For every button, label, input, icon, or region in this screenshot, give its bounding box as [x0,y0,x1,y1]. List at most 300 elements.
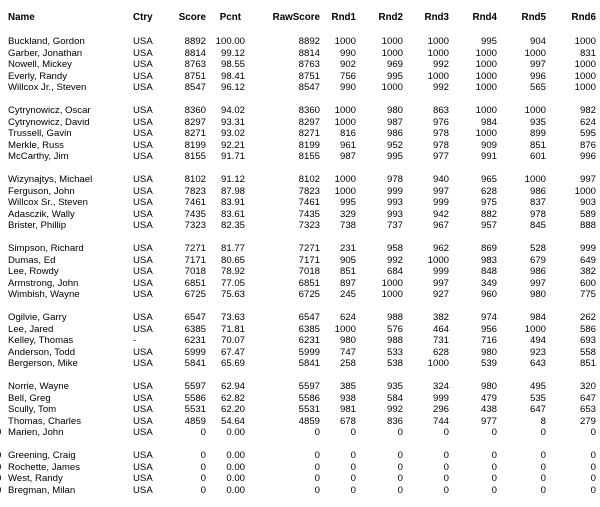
group-spacer [0,232,600,244]
round-1-cell: 245 [339,289,356,300]
round-2-cell: 992 [386,254,403,266]
round-5-cell: 1000 [524,323,546,335]
round-6-cell: 624 [579,116,596,128]
round-2-cell: 836 [386,415,403,427]
round-5-cell: 494 [529,335,546,346]
name-cell: McCarthy, Jim [8,151,69,162]
round-6-cell: 0 [590,461,596,473]
country-cell: USA [133,70,153,82]
round-2-cell: 952 [386,139,403,151]
score-cell: 7018 [184,266,206,277]
round-3-cell: 382 [432,312,449,323]
round-6-cell: 831 [579,47,596,59]
percent-cell: 94.02 [220,105,245,116]
round-1-cell: 258 [339,358,356,369]
round-4-cell: 539 [480,358,497,369]
round-6-cell: 320 [579,381,596,392]
round-1-cell: 1000 [334,174,356,185]
table-row[interactable] [0,186,600,198]
round-3-cell: 1000 [427,254,449,266]
round-5-cell: 0 [540,484,546,496]
table-row[interactable] [0,416,600,428]
round-3-cell: 999 [432,197,449,208]
score-cell: 8547 [184,82,206,93]
round-2-cell: 1000 [381,289,403,300]
percent-cell: 65.69 [220,358,245,369]
raw-score-cell: 0 [314,484,320,496]
country-cell: USA [133,82,153,93]
country-cell: USA [133,151,153,162]
round-3-cell: 962 [432,243,449,254]
country-cell: USA [133,185,153,197]
name-cell: Willcox Sr., Steven [8,197,88,208]
round-5-cell: 8 [540,415,546,427]
header-round-3[interactable]: Rnd3 [424,12,449,23]
percent-cell: 0.00 [226,427,245,438]
round-2-cell: 584 [386,392,403,404]
score-cell: 5999 [184,346,206,358]
round-4-cell: 977 [480,415,497,427]
name-cell: Trussell, Gavin [8,128,72,139]
name-cell: West, Randy [8,473,63,484]
round-4-cell: 716 [480,335,497,346]
name-cell: Anderson, Todd [8,346,76,358]
percent-cell: 0.00 [226,461,245,473]
table-row[interactable] [0,358,600,370]
round-2-cell: 988 [386,312,403,323]
round-4-cell: 980 [480,346,497,358]
table-row[interactable] [0,278,600,290]
percent-cell: 0.00 [226,473,245,484]
country-cell: USA [133,197,153,208]
score-cell: 5586 [184,392,206,404]
score-cell: 8297 [184,116,206,128]
score-cell: 8155 [184,151,206,162]
header-round-5[interactable]: Rnd5 [521,12,546,23]
table-row[interactable] [0,450,600,462]
round-3-cell: 997 [432,185,449,197]
round-2-cell: 986 [386,128,403,139]
raw-score-cell: 7171 [298,254,320,266]
table-row[interactable] [0,243,600,255]
raw-score-cell: 5531 [298,404,320,415]
header-country[interactable]: Ctry [133,12,153,23]
table-row[interactable] [0,128,600,140]
round-3-cell: 0 [443,484,449,496]
round-3-cell: 977 [432,151,449,162]
table-row[interactable] [0,220,600,232]
raw-score-cell: 5586 [298,392,320,404]
round-6-cell: 775 [579,289,596,300]
name-cell: Armstrong, John [8,277,79,289]
round-6-cell: 888 [579,220,596,231]
round-4-cell: 479 [480,392,497,404]
percent-cell: 75.63 [220,289,245,300]
round-6-cell: 1000 [574,59,596,70]
raw-score-cell: 7823 [298,185,320,197]
raw-score-cell: 0 [314,427,320,438]
round-4-cell: 438 [480,404,497,415]
round-6-cell: 595 [579,128,596,139]
raw-score-cell: 6385 [298,323,320,335]
table-row[interactable] [0,48,600,60]
round-2-cell: 576 [386,323,403,335]
round-2-cell: 1000 [381,82,403,93]
name-cell: Simpson, Richard [8,243,84,254]
raw-score-cell: 8102 [298,174,320,185]
name-cell: Thomas, Charles [8,415,82,427]
round-6-cell: 851 [579,358,596,369]
round-5-cell: 923 [529,346,546,358]
country-cell: USA [133,381,153,392]
country-cell: USA [133,36,153,47]
round-1-cell: 747 [339,346,356,358]
country-cell: USA [133,59,153,70]
round-2-cell: 0 [397,461,403,473]
score-cell: 0 [200,473,206,484]
table-row[interactable] [0,71,600,83]
round-4-cell: 1000 [475,128,497,139]
percent-cell: 98.55 [220,59,245,70]
group-spacer [0,163,600,175]
name-cell: Ogilvie, Garry [8,312,67,323]
table-row[interactable] [0,381,600,393]
round-3-cell: 0 [443,427,449,438]
round-4-cell: 1000 [475,70,497,82]
round-4-cell: 974 [480,312,497,323]
table-row[interactable] [0,312,600,324]
header-score[interactable]: Score [178,12,206,23]
percent-cell: 54.64 [220,415,245,427]
raw-score-cell: 6851 [298,277,320,289]
country-cell: USA [133,461,153,473]
header-name[interactable]: Name [8,12,35,23]
round-3-cell: 999 [432,266,449,277]
name-cell: Wimbish, Wayne [8,289,80,300]
country-cell: USA [133,105,153,116]
round-6-cell: 693 [579,335,596,346]
round-2-cell: 993 [386,208,403,220]
raw-score-cell: 6725 [298,289,320,300]
percent-cell: 91.71 [220,151,245,162]
round-3-cell: 1000 [427,70,449,82]
round-6-cell: 0 [590,473,596,484]
score-cell: 0 [200,427,206,438]
round-1-cell: 995 [339,197,356,208]
table-row[interactable] [0,335,600,347]
round-5-cell: 643 [529,358,546,369]
score-cell: 7435 [184,208,206,220]
table-row[interactable] [0,59,600,71]
round-5-cell: 837 [529,197,546,208]
row-lead-cell [0,462,2,474]
round-6-cell: 999 [579,243,596,254]
round-2-cell: 0 [397,450,403,461]
country-cell: USA [133,277,153,289]
round-5-cell: 845 [529,220,546,231]
table-row[interactable] [0,289,600,301]
raw-score-cell: 8271 [298,128,320,139]
round-4-cell: 983 [480,254,497,266]
round-2-cell: 995 [386,70,403,82]
round-4-cell: 0 [491,473,497,484]
row-lead-cell [0,473,2,485]
group-spacer [0,94,600,106]
round-3-cell: 967 [432,220,449,231]
round-3-cell: 744 [432,415,449,427]
round-3-cell: 942 [432,208,449,220]
round-6-cell: 649 [579,254,596,266]
percent-cell: 93.02 [220,128,245,139]
round-5-cell: 647 [529,404,546,415]
name-cell: Everly, Randy [8,70,68,82]
round-6-cell: 903 [579,197,596,208]
round-2-cell: 538 [386,358,403,369]
round-2-cell: 1000 [381,47,403,59]
round-3-cell: 464 [432,323,449,335]
round-5-cell: 0 [540,450,546,461]
round-5-cell: 899 [529,128,546,139]
raw-score-cell: 0 [314,450,320,461]
table-row[interactable] [0,82,600,94]
table-row[interactable] [0,36,600,48]
table-row[interactable] [0,197,600,209]
round-4-cell: 965 [480,174,497,185]
round-4-cell: 0 [491,450,497,461]
raw-score-cell: 8751 [298,70,320,82]
round-3-cell: 992 [432,59,449,70]
country-cell: USA [133,243,153,254]
round-2-cell: 995 [386,151,403,162]
name-cell: Lee, Jared [8,323,54,335]
score-cell: 5597 [184,381,206,392]
round-6-cell: 0 [590,427,596,438]
round-3-cell: 976 [432,116,449,128]
round-3-cell: 1000 [427,358,449,369]
country-cell: USA [133,358,153,369]
country-cell: USA [133,208,153,220]
round-6-cell: 558 [579,346,596,358]
percent-cell: 81.77 [220,243,245,254]
round-4-cell: 984 [480,116,497,128]
name-cell: Willcox Jr., Steven [8,82,87,93]
table-row[interactable] [0,105,600,117]
round-5-cell: 0 [540,427,546,438]
table-header-row [0,0,600,36]
country-cell: USA [133,392,153,404]
round-1-cell: 897 [339,277,356,289]
table-row[interactable] [0,324,600,336]
round-3-cell: 628 [432,346,449,358]
round-4-cell: 975 [480,197,497,208]
round-4-cell: 628 [480,185,497,197]
raw-score-cell: 5999 [298,346,320,358]
score-cell: 8751 [184,70,206,82]
percent-cell: 93.31 [220,116,245,128]
country-cell: USA [133,484,153,496]
round-3-cell: 927 [432,289,449,300]
round-1-cell: 961 [339,139,356,151]
name-cell: Dumas, Ed [8,254,56,266]
percent-cell: 62.20 [220,404,245,415]
header-round-6[interactable]: Rnd6 [571,12,596,23]
country-cell: USA [133,473,153,484]
header-round-2[interactable]: Rnd2 [378,12,403,23]
score-cell: 0 [200,461,206,473]
round-6-cell: 982 [579,105,596,116]
header-round-4[interactable]: Rnd4 [472,12,497,23]
round-6-cell: 1000 [574,36,596,47]
round-2-cell: 958 [386,243,403,254]
round-2-cell: 1000 [381,277,403,289]
round-3-cell: 296 [432,404,449,415]
country-cell: USA [133,139,153,151]
round-5-cell: 1000 [524,174,546,185]
raw-score-cell: 8360 [298,105,320,116]
score-cell: 8199 [184,139,206,151]
round-2-cell: 987 [386,116,403,128]
score-cell: 7271 [184,243,206,254]
round-4-cell: 909 [480,139,497,151]
header-round-1[interactable]: Rnd1 [331,12,356,23]
country-cell: USA [133,404,153,415]
name-cell: Ferguson, John [8,185,75,197]
table-row[interactable] [0,255,600,267]
table-row[interactable] [0,404,600,416]
round-1-cell: 851 [339,266,356,277]
round-3-cell: 0 [443,473,449,484]
percent-cell: 83.61 [220,208,245,220]
round-3-cell: 978 [432,139,449,151]
name-cell: Norrie, Wayne [8,381,69,392]
table-row[interactable] [0,427,600,439]
round-4-cell: 1000 [475,105,497,116]
table-row[interactable] [0,473,600,485]
round-5-cell: 986 [529,266,546,277]
round-1-cell: 231 [339,243,356,254]
round-1-cell: 624 [339,312,356,323]
name-cell: Marien, John [8,427,64,438]
country-cell: USA [133,174,153,185]
round-3-cell: 324 [432,381,449,392]
round-3-cell: 731 [432,335,449,346]
table-row[interactable] [0,117,600,129]
round-3-cell: 0 [443,450,449,461]
score-cell: 7323 [184,220,206,231]
round-4-cell: 991 [480,151,497,162]
round-2-cell: 992 [386,404,403,415]
table-row[interactable] [0,347,600,359]
name-cell: Greening, Craig [8,450,76,461]
table-row[interactable] [0,209,600,221]
round-6-cell: 262 [579,312,596,323]
header-raw-score[interactable]: RawScore [272,12,320,23]
percent-cell: 99.12 [220,47,245,59]
round-1-cell: 1000 [334,323,356,335]
score-cell: 7171 [184,254,206,266]
round-3-cell: 992 [432,82,449,93]
round-4-cell: 1000 [475,59,497,70]
table-row[interactable] [0,266,600,278]
round-2-cell: 0 [397,427,403,438]
raw-score-cell: 7435 [298,208,320,220]
round-1-cell: 1000 [334,36,356,47]
raw-score-cell: 8763 [298,59,320,70]
percent-cell: 62.82 [220,392,245,404]
round-5-cell: 978 [529,208,546,220]
round-1-cell: 938 [339,392,356,404]
round-2-cell: 0 [397,484,403,496]
round-3-cell: 978 [432,128,449,139]
round-2-cell: 980 [386,105,403,116]
country-cell: USA [133,323,153,335]
raw-score-cell: 6547 [298,312,320,323]
table-row[interactable] [0,485,600,497]
name-cell: Buckland, Gordon [8,36,85,47]
round-1-cell: 0 [350,427,356,438]
round-2-cell: 999 [386,185,403,197]
percent-cell: 73.63 [220,312,245,323]
round-4-cell: 848 [480,266,497,277]
round-6-cell: 600 [579,277,596,289]
country-cell: USA [133,312,153,323]
round-5-cell: 535 [529,392,546,404]
round-1-cell: 0 [350,450,356,461]
table-row[interactable] [0,393,600,405]
name-cell: Lee, Rowdy [8,266,59,277]
table-row[interactable] [0,462,600,474]
name-cell: Bell, Greg [8,392,51,404]
score-cell: 5841 [184,358,206,369]
round-2-cell: 533 [386,346,403,358]
round-3-cell: 1000 [427,36,449,47]
score-cell: 4859 [184,415,206,427]
table-row[interactable] [0,151,600,163]
round-6-cell: 1000 [574,82,596,93]
header-percent[interactable]: Pcnt [219,12,241,23]
raw-score-cell: 0 [314,473,320,484]
name-cell: Kelley, Thomas [8,335,74,346]
raw-score-cell: 7018 [298,266,320,277]
percent-cell: 87.98 [220,185,245,197]
round-5-cell: 986 [529,185,546,197]
percent-cell: 80.65 [220,254,245,266]
table-row[interactable] [0,140,600,152]
round-6-cell: 1000 [574,185,596,197]
raw-score-cell: 8155 [298,151,320,162]
round-2-cell: 978 [386,174,403,185]
round-1-cell: 329 [339,208,356,220]
percent-cell: 78.92 [220,266,245,277]
name-cell: Wizynajtys, Michael [8,174,93,185]
score-cell: 8360 [184,105,206,116]
name-cell: Bregman, Milan [8,484,76,496]
score-cell: 6851 [184,277,206,289]
country-cell: USA [133,415,153,427]
table-row[interactable] [0,174,600,186]
round-4-cell: 956 [480,323,497,335]
percent-cell: 92.21 [220,139,245,151]
round-1-cell: 1000 [334,185,356,197]
country-cell: USA [133,427,153,438]
round-3-cell: 1000 [427,47,449,59]
round-3-cell: 940 [432,174,449,185]
name-cell: Adasczik, Wally [8,208,75,220]
round-6-cell: 382 [579,266,596,277]
round-5-cell: 997 [529,59,546,70]
round-1-cell: 981 [339,404,356,415]
round-2-cell: 737 [386,220,403,231]
